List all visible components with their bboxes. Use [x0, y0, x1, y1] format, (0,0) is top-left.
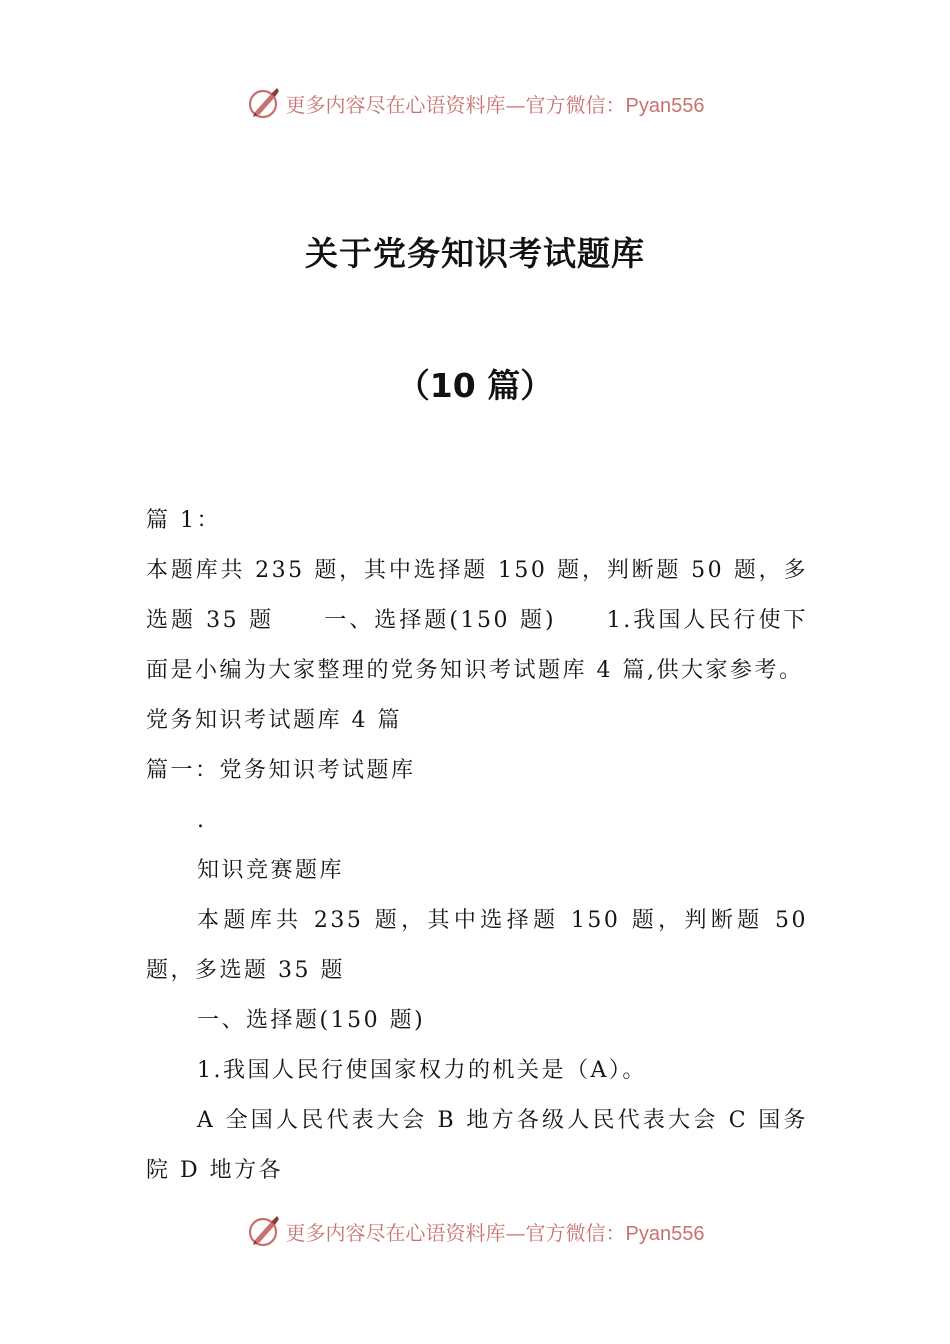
paragraph-question-1-options: A 全国人民代表大会 B 地方各级人民代表大会 C 国务院 D 地方各 — [146, 1108, 808, 1183]
footer-banner — [0, 1211, 950, 1251]
banner-label: 更多内容尽在心语资料库—官方微信： — [285, 92, 626, 117]
paragraph-dot: . — [197, 808, 207, 833]
paragraph-bank-summary: 本题库共 235 题，其中选择题 150 题，判断题 50 题，多选题 35 题 — [146, 908, 808, 983]
footer-banner-text — [286, 1217, 705, 1246]
document-body — [146, 496, 808, 1196]
paragraph-question-1: 1.我国人民行使国家权力的机关是（A）。 — [197, 1058, 647, 1083]
wechat-id: Pyan556 — [625, 1222, 705, 1245]
wechat-id: Pyan556 — [625, 94, 705, 117]
pen-logo-icon — [246, 1213, 282, 1249]
paragraph-intro: 本题库共 235 题，其中选择题 150 题，判断题 50 题，多选题 35 题 一、选择题(150 题) 1.我国人民行使下面是小编为大家整理的党务知识考试题库 4 篇,供大家参考。 — [146, 558, 808, 683]
header-banner — [0, 83, 950, 123]
document-subtitle: （10 篇） — [396, 366, 554, 405]
paragraph-section-label: 篇 1： — [146, 508, 221, 533]
document-title: 关于党务知识考试题库 — [305, 234, 645, 273]
paragraph-part-one: 篇一：党务知识考试题库 — [146, 758, 416, 783]
pen-logo-icon — [246, 85, 282, 121]
paragraph-heading: 党务知识考试题库 4 篇 — [146, 708, 402, 733]
header-banner-text — [286, 89, 705, 118]
paragraph-contest-title: 知识竞赛题库 — [197, 858, 345, 883]
paragraph-section-choice: 一、选择题(150 题) — [197, 1008, 426, 1033]
banner-label: 更多内容尽在心语资料库—官方微信： — [285, 1220, 626, 1245]
